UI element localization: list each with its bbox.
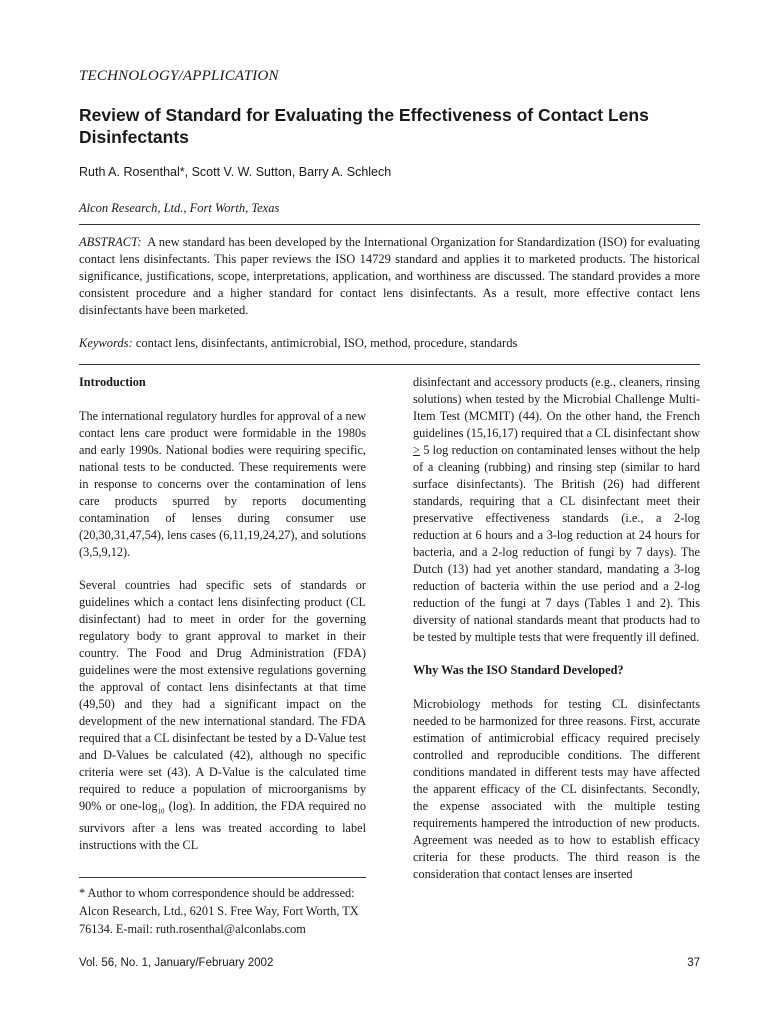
iso-heading: Why Was the ISO Standard Developed?: [413, 663, 624, 677]
para2-text-cont: (log). In addition, the FDA required no survivors after a lens was treated according to label instructions with the CL: [79, 799, 367, 853]
log-subscript: 10: [157, 807, 165, 816]
footnote-divider: [79, 877, 366, 878]
journal-issue: Vol. 56, No. 1, January/February 2002: [79, 957, 274, 969]
keywords-label: Keywords:: [79, 336, 133, 350]
right-para1-text: disinfectant and accessory products (e.g., cleaners, rinsing solutions) when tested by the Microbial Challenge Multi-Item Test (MCMIT) (44). On the other hand, the French guidelines (15,16,17) required that a CL disinfectant show: [413, 375, 700, 440]
introduction-paragraph-1: The international regulatory hurdles for approval of a new contact lens care product were formidable in the 1980s and early 1990s. National bodies were requiring specific, national tests to be conducted. These requirements were in response to concerns over the contamination of lens care products spurred by reports documenting contamination of lenses during consumer use (20,30,31,47,54), lens cases (6,11,19,24,27), and solutions (3,5,9,12).: [79, 409, 366, 559]
introduction-paragraph-2: [79, 577, 366, 854]
abstract-label: ABSTRACT:: [79, 235, 142, 249]
greater-equal-symbol: >: [413, 443, 420, 457]
keywords: [79, 336, 700, 351]
authors: Ruth A. Rosenthal*, Scott V. W. Sutton, Barry A. Schlech: [79, 165, 392, 179]
right-paragraph-1: [413, 374, 700, 646]
introduction-heading: Introduction: [79, 375, 146, 389]
abstract-text: A new standard has been developed by the International Organization for Standardization (ISO) for evaluating contact lens disinfectants. This paper reviews the ISO 14729 standard and applies it to marketed products. The historical significance, justifications, scope, interpretations, application, and worthiness are discussed. The standard provides a more consistent procedure and a higher standard for contact lens disinfectants. As a result, more effective contact lens disinfectants have been marketed.: [79, 235, 700, 317]
correspondence-footnote: * Author to whom correspondence should be addressed: Alcon Research, Ltd., 6201 S. Free Way, Fort Worth, TX 76134. E-mail: ruth.rosenthal@alconlabs.com: [79, 886, 359, 936]
keywords-text: contact lens, disinfectants, antimicrobial, ISO, method, procedure, standards: [135, 336, 518, 350]
divider-top: [79, 224, 700, 225]
para2-text: Several countries had specific sets of standards or guidelines which a contact lens disinfecting product (CL disinfectant) had to meet in order for the governing regulatory body to grant approval to market in their country. The Food and Drug Administration (FDA) guidelines were the most extensive regulations governing the approval of contact lens disinfectants at that time (49,50) and they had a significant impact on the development of the new international standard. The FDA required that a CL disinfectant be tested by a D-Value test and D-Values be calculated (42), although no specific criteria were set (43). A D-Value is the calculated time required to reduce a population of microorganisms by 90% or one-log: [79, 578, 366, 813]
affiliation: Alcon Research, Ltd., Fort Worth, Texas: [79, 201, 280, 215]
page-number: 37: [687, 957, 700, 969]
right-column: [413, 374, 700, 899]
abstract: [79, 234, 700, 319]
right-para1-text-cont: 5 log reduction on contaminated lenses without the help of a cleaning (rubbing) and rinsing step (similar to hard surface disinfectants). The British (26) had different standards, requiring that a CL disinfectant meet their preservative effectiveness standards (i.e., a 2-log reduction at 6 hours and a 3-log reduction at 24 hours for bacteria, and a 2-log reduction of fungi by 7 days). The Dutch (13) had yet another standard, mandating a 3-log reduction of bacteria within the use period and a 2-log reduction of the fungi at 7 days (Tables 1 and 2). This diversity of national standards meant that products had to be tested by multiple tests that were frequently ill defined.: [413, 443, 700, 644]
left-column: [79, 374, 366, 870]
right-paragraph-2: Microbiology methods for testing CL disinfectants needed to be harmonized for three reasons. First, accurate estimation of antimicrobial efficacy required precisely controlled and reproducible conditions. The different conditions mandated in different tests may have affected the apparent efficacy of the CL disinfectants. Secondly, the expense associated with the multiple testing requirements hampered the introduction of new products. Agreement was needed as to how to establish efficacy criteria for these products. The third reason is the consideration that contact lenses are inserted: [413, 697, 700, 881]
article-title: Review of Standard for Evaluating the Effectiveness of Contact Lens Disinfectants: [79, 105, 649, 147]
divider-bottom: [79, 364, 700, 365]
section-label: TECHNOLOGY/APPLICATION: [79, 68, 279, 84]
